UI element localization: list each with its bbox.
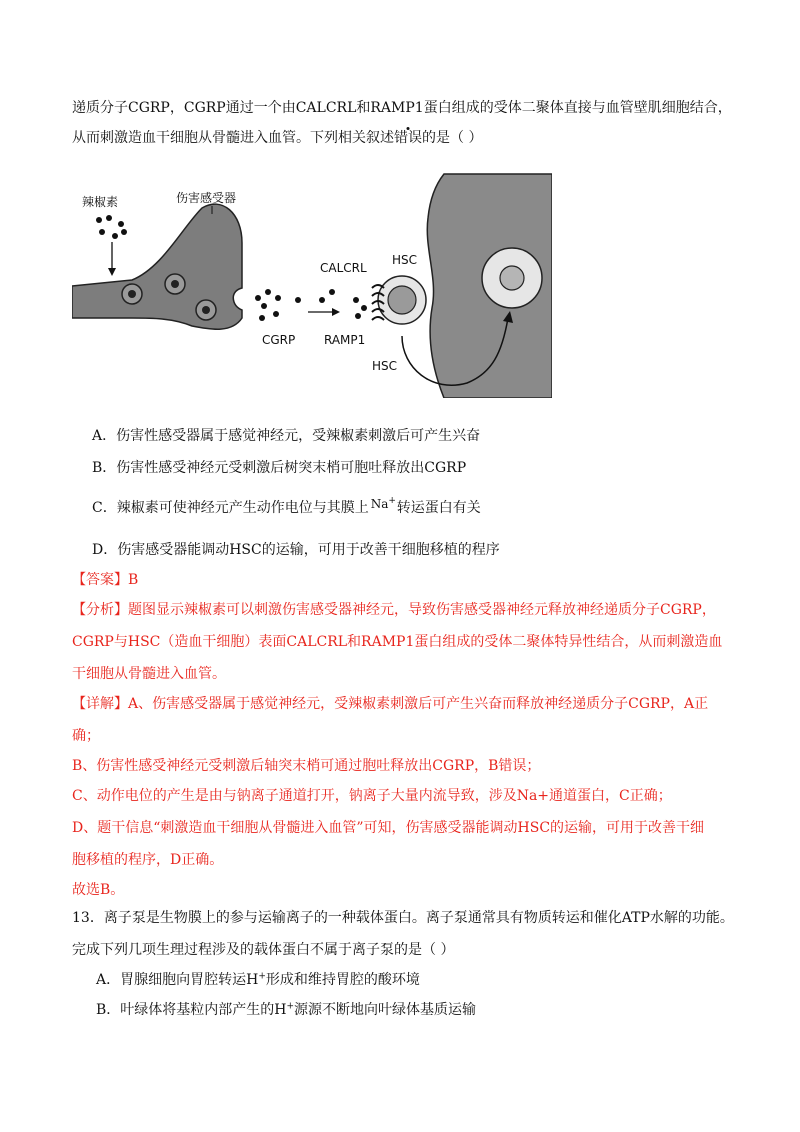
q12-stem-emphasis: 错误 bbox=[394, 130, 422, 146]
q12-detail-line2: 确； bbox=[72, 728, 100, 744]
q12-option-b: B．伤害性感受神经元受刺激后树突末梢可胞吐释放出CGRP bbox=[92, 460, 467, 476]
hsc-nucleus bbox=[388, 286, 416, 314]
label-ramp1: RAMP1 bbox=[324, 333, 366, 347]
label-nociceptor: 伤害感受器 bbox=[176, 191, 237, 205]
nociceptor-hsc-figure bbox=[72, 168, 552, 398]
q12-detail-b: B、伤害性感受神经元受刺激后轴突末梢可通过胞吐释放出CGRP，B错误； bbox=[72, 758, 541, 774]
q12-stem-line2 bbox=[72, 128, 482, 148]
label-capsaicin: 辣椒素 bbox=[82, 195, 119, 209]
capsaicin-molecules bbox=[96, 215, 127, 239]
q12-detail-line1: 【详解】A、伤害感受器属于感觉神经元，受辣椒素刺激后可产生兴奋而释放神经递质分子CGRP，A正 bbox=[72, 696, 709, 712]
vesicle-3-core bbox=[202, 306, 210, 314]
q13-stem-line2: 完成下列几项生理过程涉及的载体蛋白不属于离子泵的是（ ） bbox=[72, 942, 455, 958]
q12-option-c-na: Na+ bbox=[370, 496, 396, 511]
q12-detail-d1: D、题干信息“刺激造血干细胞从骨髓进入血管”可知，伤害感受器能调动HSC的运输，可用于改善干细 bbox=[72, 820, 705, 836]
q12-analysis-line3: 干细胞从骨髓进入血管。 bbox=[72, 666, 226, 682]
q12-option-c bbox=[92, 498, 481, 518]
q13-stem-line1: 13．离子泵是生物膜上的参与运输离子的一种载体蛋白。离子泵通常具有物质转运和催化ATP水解的功能。 bbox=[72, 910, 734, 926]
cgrp-molecules bbox=[255, 289, 335, 321]
q12-detail-c: C、动作电位的产生是由与钠离子通道打开，钠离子大量内流导致，涉及Na+通道蛋白，C正确； bbox=[72, 788, 672, 804]
q12-stem-line1: 递质分子CGRP，CGRP通过一个由CALCRL和RAMP1蛋白组成的受体二聚体直接与血管壁肌细胞结合， bbox=[72, 100, 732, 116]
q12-stem-text: 从而刺激造血干细胞从骨髓进入血管。下列相关叙述 bbox=[72, 130, 394, 146]
vesicle-1-core bbox=[128, 290, 136, 298]
vesicle-2-core bbox=[171, 280, 179, 288]
label-hsc-bottom: HSC bbox=[372, 359, 398, 373]
q12-stem-end: 的是（ ） bbox=[422, 130, 483, 146]
hsc-nucleus-in-vessel bbox=[500, 266, 524, 290]
q13-option-a: A．胃腺细胞向胃腔转运H+形成和维持胃腔的酸环境 bbox=[96, 971, 420, 988]
q12-option-c-end: 转运蛋白有关 bbox=[396, 500, 481, 516]
q12-answer: 【答案】B bbox=[72, 572, 139, 588]
q12-option-a: A．伤害性感受器属于感觉神经元，受辣椒素刺激后可产生兴奋 bbox=[92, 428, 481, 444]
q12-analysis-line1: 【分析】题图显示辣椒素可以刺激伤害感受器神经元，导致伤害感受器神经元释放神经递质分子CGRP， bbox=[72, 602, 716, 618]
label-hsc-top: HSC bbox=[392, 253, 418, 267]
q12-detail-d2: 胞移植的程序，D正确。 bbox=[72, 852, 224, 868]
q12-conclusion: 故选B。 bbox=[72, 882, 125, 898]
q12-option-d: D．伤害感受器能调动HSC的运输，可用于改善干细胞移植的程序 bbox=[92, 542, 500, 558]
q12-analysis-line2: CGRP与HSC（造血干细胞）表面CALCRL和RAMP1蛋白组成的受体二聚体特异性结合，从而刺激造血 bbox=[72, 634, 723, 650]
bound-cgrp bbox=[353, 297, 367, 319]
label-cgrp: CGRP bbox=[262, 333, 296, 347]
label-calcrl: CALCRL bbox=[320, 261, 367, 275]
q13-option-b: B．叶绿体将基粒内部产生的H+源源不断地向叶绿体基质运输 bbox=[96, 1001, 477, 1018]
q12-option-c-text: C．辣椒素可使神经元产生动作电位与其膜上 bbox=[92, 500, 369, 516]
